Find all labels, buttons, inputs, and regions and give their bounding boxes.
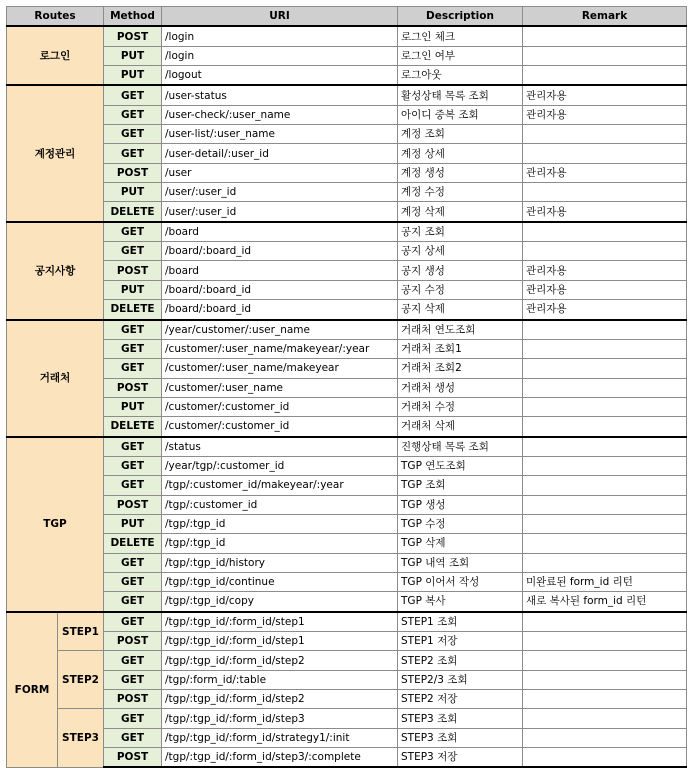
description-cell: 활성상태 목록 조회: [398, 85, 523, 105]
uri-cell: /tgp/:tgp_id/copy: [162, 592, 398, 612]
method-cell: GET: [104, 437, 162, 457]
uri-cell: /board/:board_id: [162, 300, 398, 320]
description-cell: STEP2/3 조회: [398, 670, 523, 689]
header-remark: Remark: [523, 7, 687, 27]
remark-cell: [523, 748, 687, 768]
description-cell: STEP1 조회: [398, 612, 523, 632]
description-cell: STEP3 조회: [398, 709, 523, 728]
remark-cell: [523, 339, 687, 358]
method-cell: GET: [104, 651, 162, 670]
remark-cell: [523, 320, 687, 340]
remark-cell: [523, 514, 687, 533]
route-group-cell: FORM: [7, 612, 58, 768]
remark-cell: [523, 46, 687, 65]
remark-cell: 관리자용: [523, 261, 687, 280]
table-row: [7, 378, 687, 397]
table-row: [7, 242, 687, 261]
method-cell: GET: [104, 476, 162, 495]
uri-cell: /tgp/:tgp_id/:form_id/step3/:complete: [162, 748, 398, 768]
step-group-cell: STEP3: [58, 709, 104, 768]
uri-cell: /tgp/:tgp_id: [162, 514, 398, 533]
table-row: [7, 690, 687, 709]
method-cell: DELETE: [104, 202, 162, 222]
table-row: [7, 476, 687, 495]
table-row: [7, 222, 687, 242]
table-row: [7, 280, 687, 299]
remark-cell: 관리자용: [523, 163, 687, 182]
description-cell: TGP 내역 조회: [398, 553, 523, 572]
description-cell: 거래처 삭제: [398, 417, 523, 437]
table-row: [7, 709, 687, 728]
method-cell: POST: [104, 378, 162, 397]
table-row: [7, 105, 687, 124]
uri-cell: /logout: [162, 66, 398, 86]
uri-cell: /user-check/:user_name: [162, 105, 398, 124]
remark-cell: [523, 26, 687, 46]
description-cell: STEP3 저장: [398, 748, 523, 768]
table-row: [7, 202, 687, 222]
remark-cell: 미완료된 form_id 리턴: [523, 572, 687, 591]
method-cell: POST: [104, 690, 162, 709]
uri-cell: /user/:user_id: [162, 183, 398, 202]
table-row: [7, 514, 687, 533]
method-cell: POST: [104, 632, 162, 651]
remark-cell: [523, 456, 687, 475]
description-cell: STEP3 조회: [398, 728, 523, 747]
method-cell: GET: [104, 359, 162, 378]
table-row: [7, 320, 687, 340]
description-cell: 로그인 여부: [398, 46, 523, 65]
method-cell: DELETE: [104, 534, 162, 553]
method-cell: POST: [104, 261, 162, 280]
description-cell: 공지 생성: [398, 261, 523, 280]
remark-cell: [523, 651, 687, 670]
table-body: [7, 26, 687, 767]
description-cell: TGP 복사: [398, 592, 523, 612]
uri-cell: /customer/:customer_id: [162, 397, 398, 416]
uri-cell: /login: [162, 46, 398, 65]
route-group-cell: TGP: [7, 437, 104, 612]
remark-cell: [523, 242, 687, 261]
table-row: [7, 339, 687, 358]
table-row: [7, 66, 687, 86]
table-row: [7, 632, 687, 651]
method-cell: GET: [104, 456, 162, 475]
description-cell: TGP 조회: [398, 476, 523, 495]
method-cell: POST: [104, 495, 162, 514]
step-group-cell: STEP1: [58, 612, 104, 651]
uri-cell: /user-list/:user_name: [162, 125, 398, 144]
table-row: [7, 26, 687, 46]
method-cell: PUT: [104, 183, 162, 202]
table-row: [7, 612, 687, 632]
method-cell: GET: [104, 242, 162, 261]
remark-cell: [523, 728, 687, 747]
remark-cell: [523, 495, 687, 514]
description-cell: 공지 삭제: [398, 300, 523, 320]
table-row: [7, 85, 687, 105]
uri-cell: /user-detail/:user_id: [162, 144, 398, 163]
remark-cell: 새로 복사된 form_id 리턴: [523, 592, 687, 612]
api-routes-table: [6, 6, 687, 768]
description-cell: STEP1 저장: [398, 632, 523, 651]
table-row: [7, 300, 687, 320]
method-cell: DELETE: [104, 417, 162, 437]
uri-cell: /tgp/:form_id/:table: [162, 670, 398, 689]
method-cell: DELETE: [104, 300, 162, 320]
table-row: [7, 417, 687, 437]
description-cell: 공지 수정: [398, 280, 523, 299]
header-uri: URI: [162, 7, 398, 27]
method-cell: GET: [104, 85, 162, 105]
table-row: [7, 572, 687, 591]
uri-cell: /year/tgp/:customer_id: [162, 456, 398, 475]
uri-cell: /tgp/:customer_id/makeyear/:year: [162, 476, 398, 495]
uri-cell: /tgp/:tgp_id/continue: [162, 572, 398, 591]
table-row: [7, 437, 687, 457]
description-cell: 공지 상세: [398, 242, 523, 261]
method-cell: GET: [104, 144, 162, 163]
uri-cell: /tgp/:tgp_id/:form_id/step2: [162, 651, 398, 670]
table-row: [7, 261, 687, 280]
remark-cell: 관리자용: [523, 202, 687, 222]
uri-cell: /tgp/:tgp_id/:form_id/strategy1/:init: [162, 728, 398, 747]
description-cell: 거래처 생성: [398, 378, 523, 397]
description-cell: 로그인 체크: [398, 26, 523, 46]
description-cell: 아이디 중복 조회: [398, 105, 523, 124]
table-row: [7, 183, 687, 202]
table-row: [7, 670, 687, 689]
table-row: [7, 359, 687, 378]
description-cell: 계정 수정: [398, 183, 523, 202]
description-cell: TGP 수정: [398, 514, 523, 533]
description-cell: TGP 연도조회: [398, 456, 523, 475]
table-row: [7, 534, 687, 553]
header-row: [7, 7, 687, 27]
step-group-cell: STEP2: [58, 651, 104, 709]
uri-cell: /board: [162, 261, 398, 280]
method-cell: GET: [104, 105, 162, 124]
method-cell: PUT: [104, 66, 162, 86]
remark-cell: [523, 359, 687, 378]
method-cell: POST: [104, 163, 162, 182]
remark-cell: [523, 417, 687, 437]
description-cell: TGP 삭제: [398, 534, 523, 553]
method-cell: PUT: [104, 514, 162, 533]
description-cell: 계정 생성: [398, 163, 523, 182]
header-routes: Routes: [7, 7, 104, 27]
method-cell: GET: [104, 222, 162, 242]
uri-cell: /year/customer/:user_name: [162, 320, 398, 340]
method-cell: GET: [104, 670, 162, 689]
uri-cell: /tgp/:tgp_id/:form_id/step1: [162, 612, 398, 632]
route-group-cell: 공지사항: [7, 222, 104, 320]
method-cell: GET: [104, 572, 162, 591]
table-row: [7, 397, 687, 416]
description-cell: 거래처 연도조회: [398, 320, 523, 340]
remark-cell: [523, 66, 687, 86]
remark-cell: [523, 534, 687, 553]
method-cell: PUT: [104, 280, 162, 299]
uri-cell: /tgp/:tgp_id/history: [162, 553, 398, 572]
remark-cell: [523, 709, 687, 728]
method-cell: GET: [104, 728, 162, 747]
uri-cell: /customer/:user_name/makeyear: [162, 359, 398, 378]
description-cell: 거래처 조회2: [398, 359, 523, 378]
remark-cell: [523, 378, 687, 397]
method-cell: GET: [104, 320, 162, 340]
description-cell: 거래처 수정: [398, 397, 523, 416]
description-cell: TGP 이어서 작성: [398, 572, 523, 591]
remark-cell: 관리자용: [523, 300, 687, 320]
uri-cell: /user-status: [162, 85, 398, 105]
description-cell: 거래처 조회1: [398, 339, 523, 358]
uri-cell: /customer/:user_name: [162, 378, 398, 397]
method-cell: GET: [104, 612, 162, 632]
description-cell: STEP2 저장: [398, 690, 523, 709]
table-row: [7, 125, 687, 144]
uri-cell: /tgp/:tgp_id/:form_id/step3: [162, 709, 398, 728]
uri-cell: /tgp/:tgp_id: [162, 534, 398, 553]
table-row: [7, 651, 687, 670]
table-row: [7, 495, 687, 514]
remark-cell: [523, 553, 687, 572]
uri-cell: /login: [162, 26, 398, 46]
method-cell: PUT: [104, 397, 162, 416]
description-cell: 계정 조회: [398, 125, 523, 144]
method-cell: GET: [104, 553, 162, 572]
uri-cell: /tgp/:tgp_id/:form_id/step1: [162, 632, 398, 651]
route-group-cell: 계정관리: [7, 85, 104, 221]
remark-cell: 관리자용: [523, 85, 687, 105]
remark-cell: [523, 632, 687, 651]
table-row: [7, 163, 687, 182]
description-cell: 공지 조회: [398, 222, 523, 242]
description-cell: 계정 상세: [398, 144, 523, 163]
remark-cell: [523, 612, 687, 632]
description-cell: 로그아웃: [398, 66, 523, 86]
header-description: Description: [398, 7, 523, 27]
remark-cell: [523, 397, 687, 416]
remark-cell: [523, 437, 687, 457]
method-cell: PUT: [104, 46, 162, 65]
method-cell: POST: [104, 26, 162, 46]
table-row: [7, 553, 687, 572]
table-row: [7, 144, 687, 163]
method-cell: GET: [104, 592, 162, 612]
method-cell: GET: [104, 709, 162, 728]
route-group-cell: 로그인: [7, 26, 104, 85]
method-cell: GET: [104, 125, 162, 144]
method-cell: GET: [104, 339, 162, 358]
uri-cell: /board/:board_id: [162, 242, 398, 261]
uri-cell: /status: [162, 437, 398, 457]
remark-cell: 관리자용: [523, 280, 687, 299]
method-cell: POST: [104, 748, 162, 768]
remark-cell: [523, 222, 687, 242]
remark-cell: [523, 144, 687, 163]
remark-cell: [523, 183, 687, 202]
remark-cell: [523, 690, 687, 709]
uri-cell: /customer/:customer_id: [162, 417, 398, 437]
table-row: [7, 456, 687, 475]
route-group-cell: 거래처: [7, 320, 104, 437]
table-row: [7, 592, 687, 612]
header-method: Method: [104, 7, 162, 27]
table-row: [7, 728, 687, 747]
remark-cell: 관리자용: [523, 105, 687, 124]
table-row: [7, 46, 687, 65]
uri-cell: /user: [162, 163, 398, 182]
description-cell: STEP2 조회: [398, 651, 523, 670]
description-cell: 계정 삭제: [398, 202, 523, 222]
table-row: [7, 748, 687, 768]
uri-cell: /tgp/:tgp_id/:form_id/step2: [162, 690, 398, 709]
description-cell: 진행상태 목록 조회: [398, 437, 523, 457]
remark-cell: [523, 125, 687, 144]
uri-cell: /tgp/:customer_id: [162, 495, 398, 514]
remark-cell: [523, 670, 687, 689]
uri-cell: /board/:board_id: [162, 280, 398, 299]
uri-cell: /board: [162, 222, 398, 242]
remark-cell: [523, 476, 687, 495]
uri-cell: /customer/:user_name/makeyear/:year: [162, 339, 398, 358]
uri-cell: /user/:user_id: [162, 202, 398, 222]
description-cell: TGP 생성: [398, 495, 523, 514]
